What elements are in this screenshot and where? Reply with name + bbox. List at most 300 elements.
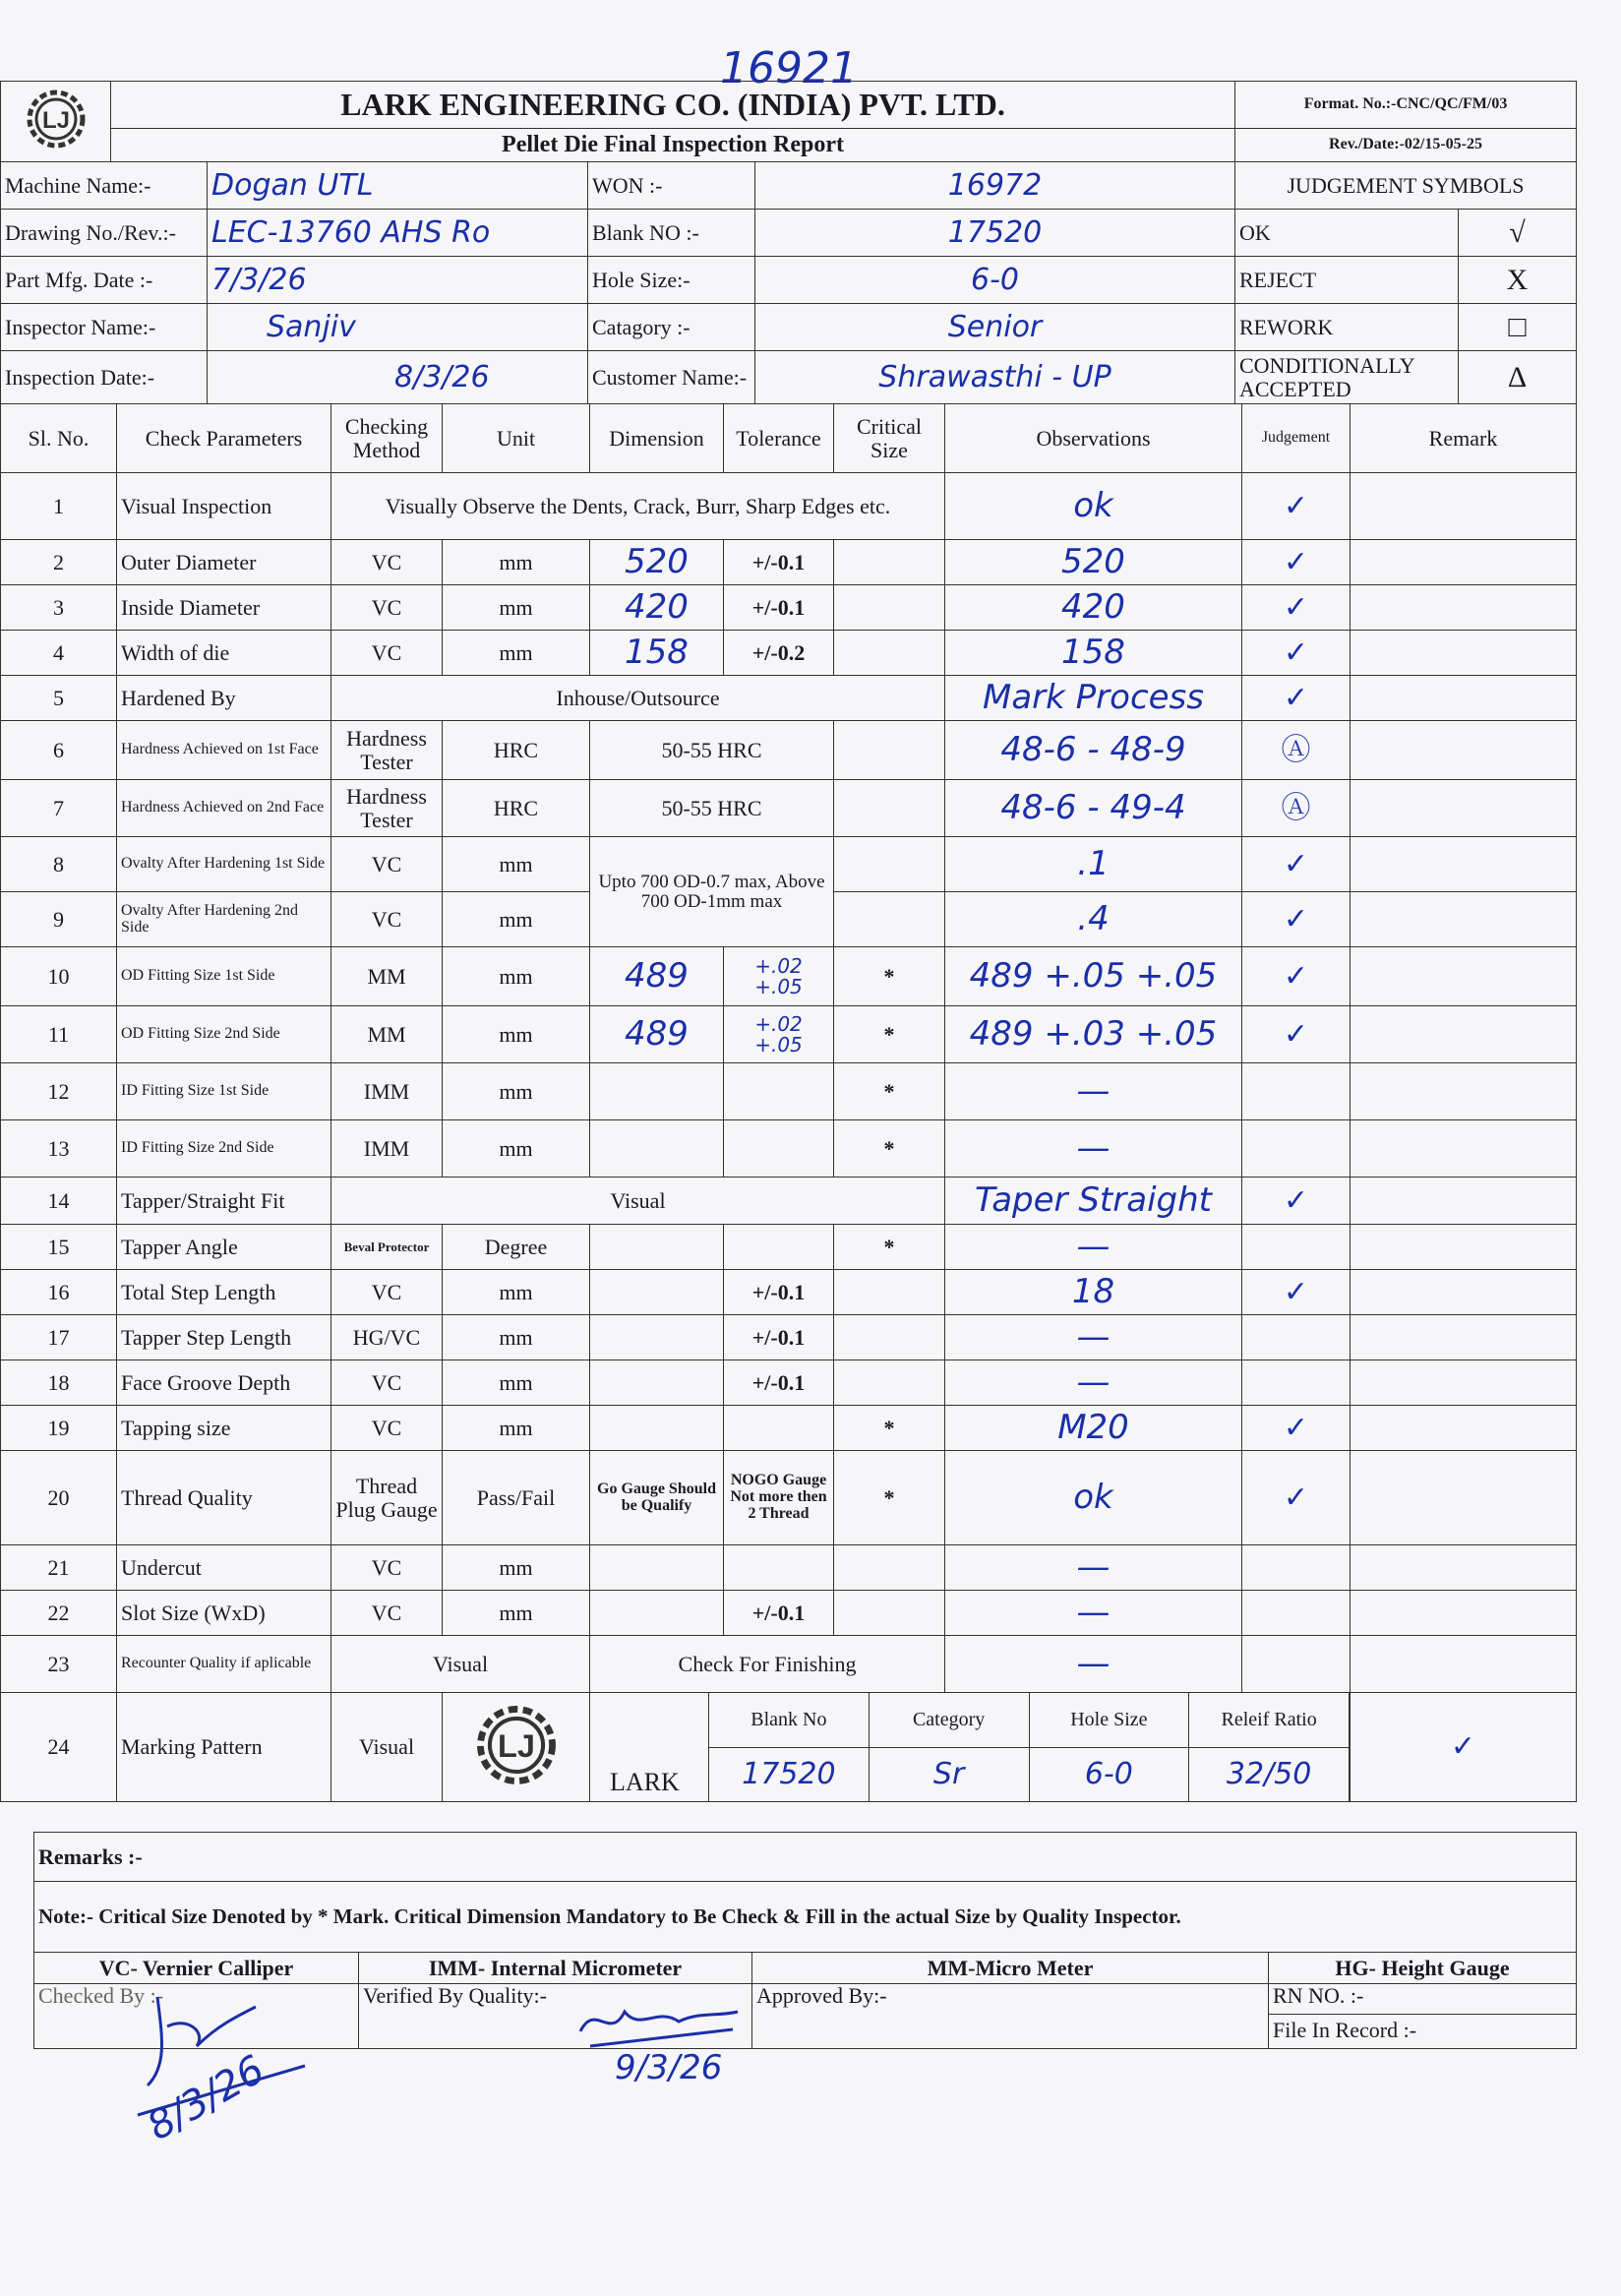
row-observation: — [945,1591,1242,1636]
inspector-name-value: Sanjiv [208,304,588,351]
row-checking-method: VC [331,1270,443,1315]
row-checking-method: HG/VC [331,1315,443,1360]
legend-imm: IMM- Internal Micrometer [359,1953,752,1984]
row-observation: — [945,1063,1242,1120]
row-sl-no: 11 [1,1006,117,1063]
inspection-rows [1,473,1577,1802]
row-dimension [590,1315,724,1360]
marking-value: 6-0 [1029,1747,1189,1801]
row-sl-no: 3 [1,585,117,631]
row-check-parameter: OD Fitting Size 2nd Side [117,1006,331,1063]
row-critical-size: * [834,947,945,1006]
row-unit: mm [443,1006,590,1063]
table-row [1,1591,1577,1636]
row-check-parameter: Slot Size (WxD) [117,1591,331,1636]
row-observation: .4 [945,892,1242,947]
marking-header: Hole Size [1029,1693,1189,1747]
row-critical-size [834,540,945,585]
legend-hg: HG- Height Gauge [1269,1953,1577,1984]
row-sl-no: 5 [1,676,117,721]
table-row [1,1178,1577,1225]
table-row [1,1225,1577,1270]
row-sl-no: 8 [1,837,117,892]
row-unit: mm [443,1063,590,1120]
marking-logo-cell [443,1693,590,1802]
row-remark [1351,721,1577,780]
row-dim-tolerance: 50-55 HRC [590,721,834,780]
company-logo [1,82,111,162]
row-checking-method: Beval Protector [331,1225,443,1270]
row-observation: — [945,1315,1242,1360]
report-title: Pellet Die Final Inspection Report [111,129,1235,162]
symbol-ok-label: OK [1235,210,1459,257]
row-checking-method: VC [331,837,443,892]
row-sl-no: 14 [1,1178,117,1225]
row-sl-no: 23 [1,1636,117,1693]
row-check-parameter: Outer Diameter [117,540,331,585]
row-observation: 420 [945,585,1242,631]
row-observation: M20 [945,1406,1242,1451]
row-tolerance [724,1545,834,1591]
table-row [1,473,1577,540]
hole-size-value: 6-0 [755,257,1235,304]
checked-by-date: 8/3/26 [140,2046,272,2150]
table-row [1,1360,1577,1406]
row-judgement: ✓ [1242,947,1351,1006]
blank-no-label: Blank NO :- [588,210,755,257]
marking-value: Sr [869,1747,1029,1801]
row-dimension: 420 [590,585,724,631]
inspection-table [0,403,1577,1802]
row-unit: mm [443,837,590,892]
svg-text:LJ: LJ [497,1728,535,1765]
row-check-parameter: ID Fitting Size 2nd Side [117,1120,331,1178]
row-sl-no: 22 [1,1591,117,1636]
rn-no-label: RN NO. :- [1269,1984,1576,2015]
machine-name-value: Dogan UTL [208,162,588,210]
row-unit: mm [443,1360,590,1406]
row-checking-method: VC [331,1360,443,1406]
row-dimension [590,1063,724,1120]
row-unit: mm [443,631,590,676]
row-sl-no: 12 [1,1063,117,1120]
col-unit-header: Unit [443,404,590,473]
row-span-text: Visually Observe the Dents, Crack, Burr, Sharp Edges etc. [331,473,945,540]
row-tolerance: +/-0.1 [724,1591,834,1636]
row-sl-no: 6 [1,721,117,780]
inspection-report-sheet [0,81,1576,2066]
col-method-header: Checking Method [331,404,443,473]
verified-by-label: Verified By Quality:- [359,1984,752,2049]
part-mfg-date-value: 7/3/26 [208,257,588,304]
approved-by-label: Approved By:- [752,1984,1269,2049]
row-critical-size [834,1545,945,1591]
row-remark [1351,1406,1577,1451]
row-judgement [1242,1225,1351,1270]
row-unit: mm [443,1545,590,1591]
row-dimension: 520 [590,540,724,585]
row-remark [1351,1270,1577,1315]
row-remark [1351,1591,1577,1636]
col-judgement-header: Judgement [1242,404,1351,473]
table-row [1,1315,1577,1360]
row-judgement [1242,1063,1351,1120]
row-observation: 489 +.05 +.05 [945,947,1242,1006]
row-judgement: Ⓐ [1242,721,1351,780]
row-dimension [590,1225,724,1270]
customer-name-value: Shrawasthi - UP [755,351,1235,404]
row-judgement: ✓ [1242,540,1351,585]
marking-value: 32/50 [1189,1747,1350,1801]
row-observation: Mark Process [945,676,1242,721]
ok-symbol-icon: √ [1459,210,1577,257]
row-dimension [590,1120,724,1178]
inspector-name-label: Inspector Name:- [1,304,208,351]
table-row [1,1270,1577,1315]
row-unit: mm [443,540,590,585]
company-name: LARK ENGINEERING CO. (INDIA) PVT. LTD. [111,82,1235,129]
row-tolerance: +/-0.1 [724,1270,834,1315]
row-sl-no: 16 [1,1270,117,1315]
row-tolerance: +.02 +.05 [724,1006,834,1063]
col-sl-header: Sl. No. [1,404,117,473]
row-sl-no: 20 [1,1451,117,1545]
row-judgement [1242,1591,1351,1636]
row-remark [1351,540,1577,585]
row-observation: — [945,1636,1242,1693]
row-judgement [1242,1545,1351,1591]
row-check-parameter: Marking Pattern [117,1693,331,1802]
row-remark [1351,1178,1577,1225]
drawing-no-label: Drawing No./Rev.:- [1,210,208,257]
won-label: WON :- [588,162,755,210]
row-critical-size: * [834,1225,945,1270]
row-unit: mm [443,585,590,631]
table-row [1,585,1577,631]
row-sl-no: 7 [1,780,117,837]
col-critical-header: Critical Size [834,404,945,473]
ovalty-tolerance: Upto 700 OD-0.7 max, Above 700 OD-1mm max [590,837,834,947]
row-observation: 48-6 - 48-9 [945,721,1242,780]
row-dimension [590,1360,724,1406]
table-row [1,1406,1577,1451]
row-remark [1351,837,1577,892]
row-dimension: Go Gauge Should be Qualify [590,1451,724,1545]
row-sl-no: 19 [1,1406,117,1451]
row-observation: 158 [945,631,1242,676]
row-observation: 48-6 - 49-4 [945,780,1242,837]
row-critical-size [834,780,945,837]
machine-name-label: Machine Name:- [1,162,208,210]
row-sl-no: 1 [1,473,117,540]
row-dim-tolerance: 50-55 HRC [590,780,834,837]
row-check-parameter: Hardened By [117,676,331,721]
customer-name-label: Customer Name:- [588,351,755,404]
row-critical-size: * [834,1406,945,1451]
remarks-label: Remarks :- [34,1833,1577,1882]
row-remark [1351,780,1577,837]
row-sl-no: 2 [1,540,117,585]
row-unit: Degree [443,1225,590,1270]
col-tolerance-header: Tolerance [724,404,834,473]
row-remark [1351,1545,1577,1591]
row-judgement: ✓ [1242,585,1351,631]
row-checking-method: Hardness Tester [331,721,443,780]
row-unit: Pass/Fail [443,1451,590,1545]
row-critical-size [834,1591,945,1636]
row-unit: mm [443,1406,590,1451]
row-unit: mm [443,1315,590,1360]
row-critical-size [834,1360,945,1406]
row-remark [1351,1315,1577,1360]
row-dimension: 489 [590,1006,724,1063]
category-value: Senior [755,304,1235,351]
row-check-parameter: Visual Inspection [117,473,331,540]
table-row [1,780,1577,837]
marking-header: Category [869,1693,1029,1747]
row-checking-method: VC [331,585,443,631]
row-judgement: ✓ [1242,837,1351,892]
row-unit: HRC [443,721,590,780]
row-checking-method: IMM [331,1120,443,1178]
row-remark [1351,585,1577,631]
table-row [1,721,1577,780]
marking-value: 17520 [709,1747,870,1801]
inspection-date-value: 8/3/26 [208,351,588,404]
header-table [0,81,1577,162]
checked-by-label: Checked By :- [34,1984,359,2049]
marking-header: Releif Ratio [1189,1693,1350,1747]
row-check-parameter: Thread Quality [117,1451,331,1545]
gear-logo-icon [9,87,103,151]
row-critical-size [834,721,945,780]
marking-lark-text: LARK [590,1693,709,1801]
verified-by-date: 9/3/26 [615,2048,723,2087]
row-tolerance [724,1225,834,1270]
row-dimension: 158 [590,631,724,676]
row-observation: — [945,1545,1242,1591]
rev-date: Rev./Date:-02/15-05-25 [1235,129,1577,162]
svg-text:LJ: LJ [41,107,70,135]
row-critical-size: * [834,1451,945,1545]
row-sl-no: 4 [1,631,117,676]
row-critical-size [834,837,945,892]
row-remark [1351,947,1577,1006]
row-checking-method: Hardness Tester [331,780,443,837]
row-judgement: ✓ [1242,473,1351,540]
col-remark-header: Remark [1351,404,1577,473]
row-judgement [1242,1315,1351,1360]
judgement-symbols-title: JUDGEMENT SYMBOLS [1235,162,1577,210]
row-critical-size: * [834,1120,945,1178]
marking-header: Blank No [709,1693,870,1747]
row-checking-method: Thread Plug Gauge [331,1451,443,1545]
blank-no-value: 17520 [755,210,1235,257]
row-sl-no: 21 [1,1545,117,1591]
report-serial-number: 16921 [720,43,858,93]
row-remark [1351,1636,1577,1693]
row-check-parameter: Hardness Achieved on 2nd Face [117,780,331,837]
row-observation: ok [945,1451,1242,1545]
row-observation: — [945,1225,1242,1270]
row-tolerance: NOGO Gauge Not more then 2 Thread [724,1451,834,1545]
marking-logo-icon [452,1701,580,1789]
row-critical-size [834,892,945,947]
row-critical-size: * [834,1063,945,1120]
row-unit: mm [443,1120,590,1178]
row-check-parameter: Recounter Quality if aplicable [117,1636,331,1693]
row-sl-no: 24 [1,1693,117,1802]
row-judgement: Ⓐ [1242,780,1351,837]
category-label: Catagory :- [588,304,755,351]
table-row [1,947,1577,1006]
row-judgement: ✓ [1242,1270,1351,1315]
row-checking-method: VC [331,1591,443,1636]
row-checking-method: VC [331,631,443,676]
table-row [1,1636,1577,1693]
row-span-text: Inhouse/Outsource [331,676,945,721]
row-method-unit: Visual [331,1636,590,1693]
row-unit: mm [443,947,590,1006]
row-checking-method: MM [331,1006,443,1063]
row-dimension [590,1545,724,1591]
row-remark [1351,1360,1577,1406]
row-check-parameter: Inside Diameter [117,585,331,631]
row-check-parameter: Total Step Length [117,1270,331,1315]
row-check-parameter: Ovalty After Hardening 1st Side [117,837,331,892]
conditional-symbol-icon: Δ [1459,351,1577,404]
table-row [1,1006,1577,1063]
row-sl-no: 10 [1,947,117,1006]
table-row [1,1451,1577,1545]
row-tolerance: +/-0.1 [724,585,834,631]
table-row [1,1545,1577,1591]
row-observation: — [945,1360,1242,1406]
row-judgement [1242,1120,1351,1178]
marking-pattern-cell [590,1693,1351,1802]
table-row [1,1693,1577,1802]
inspection-date-label: Inspection Date:- [1,351,208,404]
row-remark [1351,1006,1577,1063]
row-sl-no: 17 [1,1315,117,1360]
reject-symbol-icon: X [1459,257,1577,304]
row-check-parameter: Tapper/Straight Fit [117,1178,331,1225]
table-row [1,540,1577,585]
verified-by-signature [570,1992,748,2051]
won-value: 16972 [755,162,1235,210]
table-row [1,1120,1577,1178]
row-judgement: ✓ [1242,631,1351,676]
row-sl-no: 13 [1,1120,117,1178]
row-observation: Taper Straight [945,1178,1242,1225]
row-check-parameter: Face Groove Depth [117,1360,331,1406]
row-judgement: ✓ [1242,892,1351,947]
row-check-parameter: Tapper Angle [117,1225,331,1270]
col-param-header: Check Parameters [117,404,331,473]
row-unit: HRC [443,780,590,837]
row-checking-method: IMM [331,1063,443,1120]
row-check-parameter: Ovalty After Hardening 2nd Side [117,892,331,947]
symbol-reject-label: REJECT [1235,257,1459,304]
row-dimension [590,1406,724,1451]
row-tolerance: +/-0.2 [724,631,834,676]
row-checking-method: VC [331,540,443,585]
table-row [1,676,1577,721]
table-row [1,1063,1577,1120]
row-judgement: ✓ [1242,1006,1351,1063]
table-row [1,837,1577,892]
row-check-parameter: Undercut [117,1545,331,1591]
row-observation: 489 +.03 +.05 [945,1006,1242,1063]
col-observations-header: Observations [945,404,1242,473]
header-fields-table [0,161,1577,404]
row-tolerance: +/-0.1 [724,1360,834,1406]
col-dimension-header: Dimension [590,404,724,473]
row-unit: mm [443,892,590,947]
row-dimension [590,1270,724,1315]
row-judgement [1242,1636,1351,1693]
row-critical-size [834,585,945,631]
row-check-parameter: OD Fitting Size 1st Side [117,947,331,1006]
row-remark [1351,473,1577,540]
row-checking-method: VC [331,1406,443,1451]
row-checking-method: VC [331,1545,443,1591]
row-remark [1351,1063,1577,1120]
row-observation: 520 [945,540,1242,585]
row-observation: .1 [945,837,1242,892]
row-critical-size: * [834,1006,945,1063]
row-check-parameter: Tapping size [117,1406,331,1451]
symbol-conditional-label: CONDITIONALLY ACCEPTED [1235,351,1459,404]
hole-size-label: Hole Size:- [588,257,755,304]
legend-mm: MM-Micro Meter [752,1953,1269,1984]
rework-symbol-icon: □ [1459,304,1577,351]
row-unit: mm [443,1591,590,1636]
row-remark [1351,1451,1577,1545]
row-remark [1351,1225,1577,1270]
file-in-record-label: File In Record :- [1273,2018,1417,2042]
row-judgement: ✓ [1242,1406,1351,1451]
row-tolerance: +/-0.1 [724,1315,834,1360]
row-tolerance [724,1120,834,1178]
row-judgement: ✓ [1242,676,1351,721]
row-remark [1351,676,1577,721]
row-tolerance: +.02 +.05 [724,947,834,1006]
row-dimension [590,1591,724,1636]
row-checking-method: Visual [331,1693,443,1802]
row-tolerance: +/-0.1 [724,540,834,585]
row-observation: — [945,1120,1242,1178]
row-remark [1351,892,1577,947]
row-critical-size [834,1270,945,1315]
row-check-parameter: ID Fitting Size 1st Side [117,1063,331,1120]
row-check-parameter: Width of die [117,631,331,676]
row-tolerance [724,1063,834,1120]
row-remark [1351,631,1577,676]
drawing-no-value: LEC-13760 AHS Ro [208,210,588,257]
row-sl-no: 18 [1,1360,117,1406]
row-judgement: ✓ [1351,1693,1577,1802]
row-dim-tolerance: Check For Finishing [590,1636,945,1693]
critical-size-note: Note:- Critical Size Denoted by * Mark. Critical Dimension Mandatory to Be Check & Fill in the actual Size by Quality Inspector. [34,1882,1577,1953]
row-dimension: 489 [590,947,724,1006]
part-mfg-date-label: Part Mfg. Date :- [1,257,208,304]
row-judgement [1242,1360,1351,1406]
row-check-parameter: Hardness Achieved on 1st Face [117,721,331,780]
row-tolerance [724,1406,834,1451]
format-no: Format. No.:-CNC/QC/FM/03 [1235,82,1577,129]
row-unit: mm [443,1270,590,1315]
